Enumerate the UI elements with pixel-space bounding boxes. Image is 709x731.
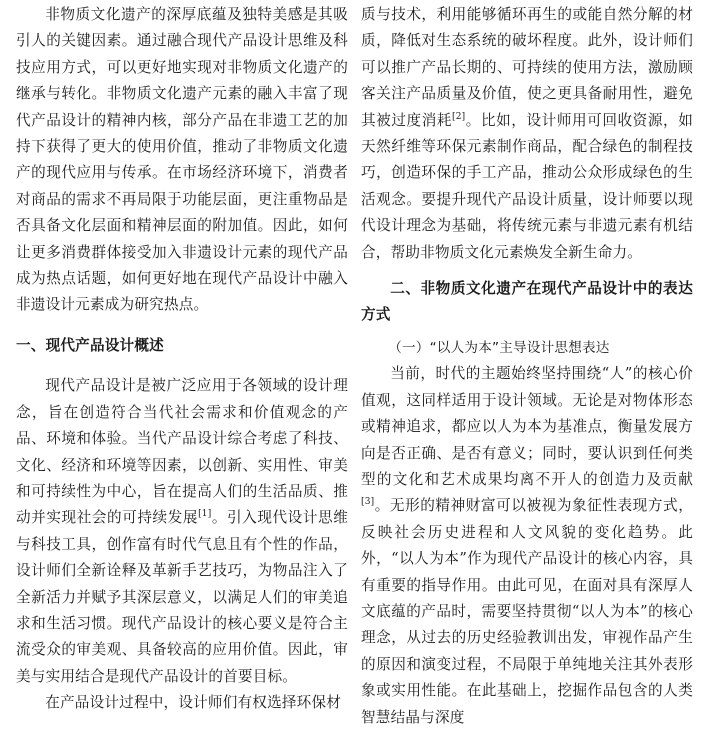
citation-1: [1]: [198, 509, 212, 520]
materials-text-a: 质与技术，利用能够循环再生的或能自然分解的材质，降低对生态系统的破坏程度。此外，设计师们可以推广产品长期的、可持续的使用方法，激励顾客关注产品质量及价值，使之更具备耐用性，避免其被过度消耗: [361, 6, 693, 129]
intro-paragraph: 非物质文化遗产的深厚底蕴及独特美感是其吸引人的关键因素。通过融合现代产品设计思维及科技应用方式，可以更好地实现对非物质文化遗产的继承与转化。非物质文化遗产元素的融入丰富了现代产品设计的精神内核，部分产品在非遗工艺的加持下获得了更大的使用价值，推动了非物质文化遗产的现代应用与传承。在市场经济环境下，消费者对商品的需求不再局限于功能层面，更注重物品是否具备文化层面和精神层面的附加值。因此，如何让更多消费群体接受加入非遗设计元素的现代产品成为热点话题，如何更好地在现代产品设计中融入非遗设计元素成为研究热点。: [16, 6, 348, 314]
materials-text-b: 。比如，设计师用可回收资源，如天然纤维等环保元素制作商品，配合绿色的制程技巧，创造环保的手工产品，推动公众形成绿色的生活观念。要提升现代产品设计质量，设计师要以现代设计理念为基础，将传统元素与非遗元素有机结合，帮助非物质文化元素焕发全新生命力。: [361, 111, 693, 261]
right-column: [361, 2, 693, 726]
subsection-heading-people-oriented: （一）“以人为本”主导设计思想表达: [388, 339, 610, 356]
materials-paragraph: [361, 2, 693, 266]
overview-text-a: 现代产品设计是被广泛应用于各领域的设计理念，旨在创造符合当代社会需求和价值观念的产品、环境和体验。当代产品设计综合考虑了科技、文化、经济和环境等因素，以创新、实用性、审美和可持续性为中心，旨在提高人们的生活品质、推动并实现社会的可持续发展: [16, 377, 348, 527]
people-text-a: 当前，时代的主题始终坚持围绕“人”的核心价值观，这同样适用于设计领域。无论是对物体形态或精神追求，都应以人为本为基准点，衡量发展方向是否正确、是否有意义；同时，要认识到任何类型的文化和艺术成果均离不开人的创造力及贡献: [361, 365, 693, 488]
overview-text-b: 。引入现代设计思维与科技工具，创作富有时代气息且有个性的作品，设计师们全新诠释及革新手艺技巧，为物品注入了全新活力并赋予其深层意义，以满足人们的审美追求和生活习惯。现代产品设计的核心要义是符合主流受众的审美观、具备较高的应用价值。因此，审美与实用结合是现代产品设计的首要目标。: [16, 509, 348, 685]
people-text-b: 。无形的精神财富可以被视为象征性表现方式，反映社会历史进程和人文风貌的变化趋势。此外，“以人为本”作为现代产品设计的核心内容，具有重要的指导作用。由此可见，在面对具有深厚人文底蕴的产品时，需要坚持贯彻“以人为本”的核心理念，从过去的历史经验教训出发，审视作品产生的原因和演变过程，不局限于单纯地关注其外表形象或实用性能。在此基础上，挖掘作品包含的人类智慧结晶与深度: [361, 497, 693, 726]
left-column: [16, 2, 348, 712]
citation-3: [3]: [361, 497, 375, 508]
citation-2: [2]: [452, 111, 466, 122]
section-heading-overview: 一、现代产品设计概述: [16, 336, 164, 354]
section-heading-expression: 二、非物质文化遗产在现代产品设计中的表达方式: [361, 280, 693, 324]
overview-paragraph: [16, 373, 348, 690]
people-oriented-paragraph: [361, 361, 693, 731]
design-process-paragraph: 在产品设计过程中，设计师们有权选择环保材: [45, 694, 342, 712]
